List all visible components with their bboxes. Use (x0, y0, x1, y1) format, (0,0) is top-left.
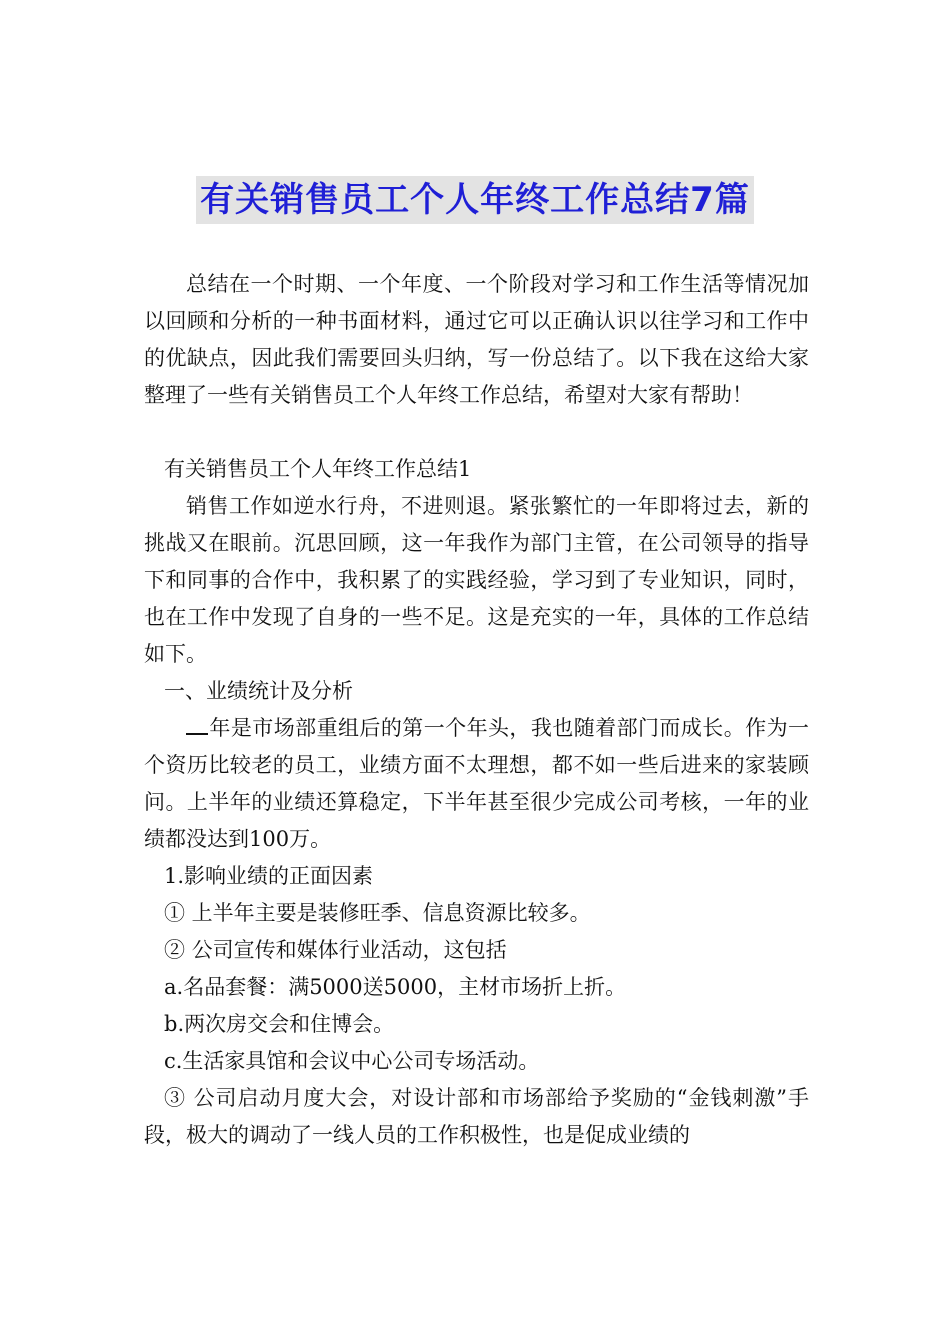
document-title: 有关销售员工个人年终工作总结7篇 (196, 176, 754, 224)
paragraph-performance (144, 710, 809, 858)
list-item: ② 公司宣传和媒体行业活动，这包括 (164, 938, 507, 962)
sub-list-item: b.两次房交会和住博会。 (164, 1012, 395, 1036)
year-blank (186, 711, 208, 735)
intro-paragraph: 总结在一个时期、一个年度、一个阶段对学习和工作生活等情况加以回顾和分析的一种书面材料，通过它可以正确认识以往学习和工作中的优缺点，因此我们需要回头归纳，写一份总结了。以下我在这给大家整理了一些有关销售员工个人年终工作总结，希望对大家有帮助！ (144, 272, 809, 407)
paragraph-performance-text: 年是市场部重组后的第一个年头，我也随着部门而成长。作为一个资历比较老的员工，业绩方面不太理想，都不如一些后进来的家装顾问。上半年的业绩还算稳定，下半年甚至很少完成公司考核，一年的业绩都没达到100万。 (144, 716, 809, 851)
document-body (144, 266, 809, 1154)
paragraph-overview: 销售工作如逆水行舟，不进则退。紧张繁忙的一年即将过去，新的挑战又在眼前。沉思回顾，这一年我作为部门主管，在公司领导的指导下和同事的合作中，我积累了的实践经验，学习到了专业知识，同时，也在工作中发现了自身的一些不足。这是充实的一年，具体的工作总结如下。 (144, 494, 809, 666)
list-item: ③ 公司启动月度大会，对设计部和市场部给予奖励的“金钱刺激”手段，极大的调动了一线人员的工作积极性，也是促成业绩的 (144, 1086, 809, 1147)
sub-list-item: c.生活家具馆和会议中心公司专场活动。 (164, 1049, 540, 1073)
list-item: ① 上半年主要是装修旺季、信息资源比较多。 (164, 901, 591, 925)
section-heading: 有关销售员工个人年终工作总结1 (164, 457, 472, 481)
paragraph-spacer (144, 414, 809, 451)
subheading-performance: 一、业绩统计及分析 (164, 679, 353, 703)
sub-list-item: a.名品套餐：满5000送5000，主材市场折上折。 (164, 975, 627, 999)
title-container (0, 176, 950, 224)
factor-heading: 1.影响业绩的正面因素 (164, 864, 374, 888)
